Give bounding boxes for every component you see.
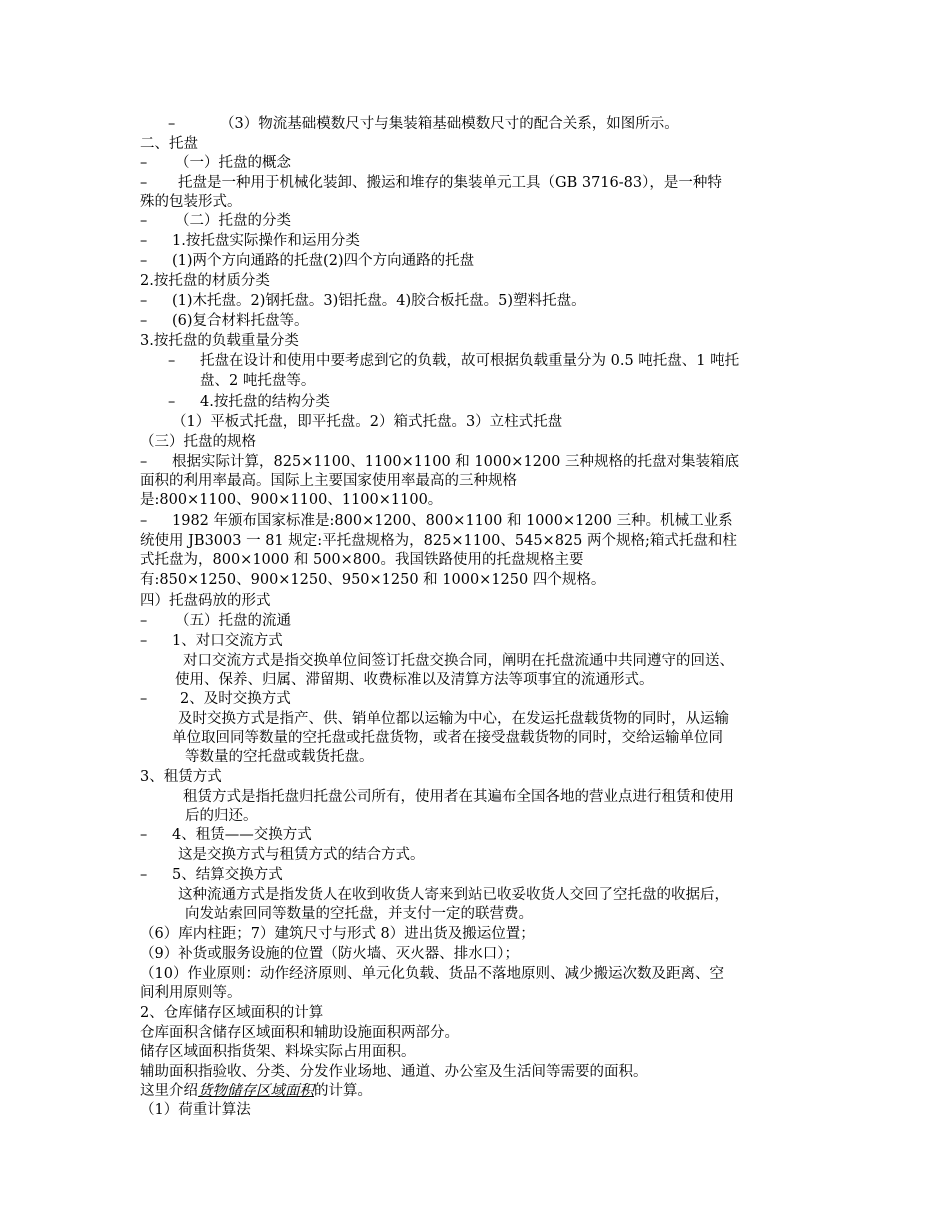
text-line: 后的归还。 <box>185 808 258 824</box>
subsection-heading: 四）托盘码放的形式 <box>140 593 271 609</box>
text-line: 2、及时交换方式 <box>180 691 291 707</box>
text-line: 间利用原则等。 <box>140 985 242 1001</box>
bullet-dash: – <box>140 313 148 329</box>
bullet-dash: – <box>140 513 148 529</box>
bullet-dash: – <box>140 233 148 249</box>
text-line: 这种流通方式是指发货人在收到收货人寄来到站已收妥收货人交回了空托盘的收据后， <box>178 887 729 903</box>
text-line: 使用、保养、归属、滞留期、收费标准以及清算方法等项事宜的流通形式。 <box>175 672 654 688</box>
text-line: 盘、2 吨托盘等。 <box>200 373 316 389</box>
text-line: （10）作业原则：动作经济原则、单元化负载、货品不落地原则、减少搬运次数及距离、空 <box>140 966 724 982</box>
bullet-dash: – <box>140 175 148 191</box>
text-line: 根据实际计算，825×1100、1100×1100 和 1000×1200 三种规格的托盘对集装箱底 <box>172 454 739 470</box>
bullet-dash: – <box>168 116 176 132</box>
text-line: 面积的利用率最高。国际上主要国家使用率最高的三种规格 <box>140 473 517 489</box>
text-line: 租赁方式是指托盘归托盘公司所有，使用者在其遍布全国各地的营业点进行租赁和使用 <box>183 789 734 805</box>
text-line <box>140 1082 372 1101</box>
bullet-dash: – <box>140 633 148 649</box>
text-segment: 这里介绍 <box>140 1083 198 1099</box>
subsection-heading: 2、仓库储存区域面积的计算 <box>140 1005 324 1021</box>
bullet-dash: – <box>140 691 148 707</box>
text-line: 殊的包装形式。 <box>140 194 242 210</box>
text-line: 式托盘为，800×1000 和 500×800。我国铁路使用的托盘规格主要 <box>140 552 584 568</box>
text-line: (6)复合材料托盘等。 <box>172 313 309 329</box>
bullet-dash: – <box>140 293 148 309</box>
bullet-dash: – <box>140 827 148 843</box>
text-line: 及时交换方式是指产、供、销单位都以运输为中心，在发运托盘载货物的同时，从运输 <box>178 711 729 727</box>
text-line: (1)两个方向通路的托盘(2)四个方向通路的托盘 <box>172 253 475 269</box>
text-line: 4.按托盘的结构分类 <box>200 394 330 410</box>
text-line: 储存区域面积指货架、料垛实际占用面积。 <box>140 1044 416 1060</box>
bullet-dash: – <box>140 867 148 883</box>
text-line: 单位取回同等数量的空托盘或托盘货物，或者在接受盘载货物的同时，交给运输单位同 <box>172 730 723 746</box>
storage-area-link[interactable]: 货物储存区域面积 <box>198 1083 314 1099</box>
text-line: 有:850×1250、900×1250、950×1250 和 1000×1250 四个规格。 <box>140 572 606 588</box>
text-line: 3、租赁方式 <box>140 769 222 785</box>
bullet-dash: – <box>140 213 148 229</box>
subsection-heading: （三）托盘的规格 <box>140 434 256 450</box>
text-segment: 的计算。 <box>314 1083 372 1099</box>
bullet-dash: – <box>140 613 148 629</box>
text-line: 是:800×1100、900×1100、1100×1100。 <box>140 492 443 508</box>
subsection-heading: （一）托盘的概念 <box>175 155 291 171</box>
text-line: （6）库内柱距；7）建筑尺寸与形式 8）进出货及搬运位置； <box>140 926 535 942</box>
text-line: 4、租赁——交换方式 <box>172 827 312 843</box>
text-line: 1.按托盘实际操作和运用分类 <box>172 233 360 249</box>
text-line: 统使用 JB3003 一 81 规定:平托盘规格为，825×1100、545×825 两个规格;箱式托盘和柱 <box>140 533 737 549</box>
text-line: 1982 年颁布国家标准是:800×1200、800×1100 和 1000×1200 三种。机械工业系 <box>172 513 733 529</box>
bullet-dash: – <box>140 454 148 470</box>
text-line: 托盘是一种用于机械化装卸、搬运和堆存的集装单元工具（GB 3716-83），是一种特 <box>178 175 722 191</box>
bullet-dash: – <box>140 155 148 171</box>
text-line: 辅助面积指验收、分类、分发作业场地、通道、办公室及生活间等需要的面积。 <box>140 1064 648 1080</box>
text-line: 1、对口交流方式 <box>172 633 283 649</box>
bullet-dash: – <box>140 253 148 269</box>
text-line: （1）荷重计算法 <box>140 1102 251 1118</box>
text-line: 3.按托盘的负载重量分类 <box>140 333 299 349</box>
text-line: (1)木托盘。2)钢托盘。3)铝托盘。4)胶合板托盘。5)塑料托盘。 <box>172 293 586 309</box>
text-line: 仓库面积含储存区域面积和辅助设施面积两部分。 <box>140 1025 459 1041</box>
text-line: （1）平板式托盘，即平托盘。2）箱式托盘。3）立柱式托盘 <box>172 414 563 430</box>
subsection-heading: （五）托盘的流通 <box>175 613 291 629</box>
text-line: 这是交换方式与租赁方式的结合方式。 <box>178 847 425 863</box>
text-line: 对口交流方式是指交换单位间签订托盘交换合同，阐明在托盘流通中共同遵守的回送、 <box>183 653 734 669</box>
section-heading: 二、托盘 <box>140 136 198 152</box>
text-line: （3）物流基础模数尺寸与集装箱基础模数尺寸的配合关系，如图所示。 <box>220 116 679 132</box>
text-line: 5、结算交换方式 <box>172 867 283 883</box>
subsection-heading: （二）托盘的分类 <box>175 213 291 229</box>
bullet-dash: – <box>168 353 176 369</box>
text-line: 向发站索回同等数量的空托盘，并支付一定的联营费。 <box>185 906 533 922</box>
text-line: 托盘在设计和使用中要考虑到它的负载，故可根据负载重量分为 0.5 吨托盘、1 吨托 <box>200 353 740 369</box>
text-line: （9）补货或服务设施的位置（防火墙、灭火器、排水口）； <box>140 946 519 962</box>
text-line: 等数量的空托盘或载货托盘。 <box>185 749 374 765</box>
text-line: 2.按托盘的材质分类 <box>140 273 270 289</box>
bullet-dash: – <box>168 394 176 410</box>
